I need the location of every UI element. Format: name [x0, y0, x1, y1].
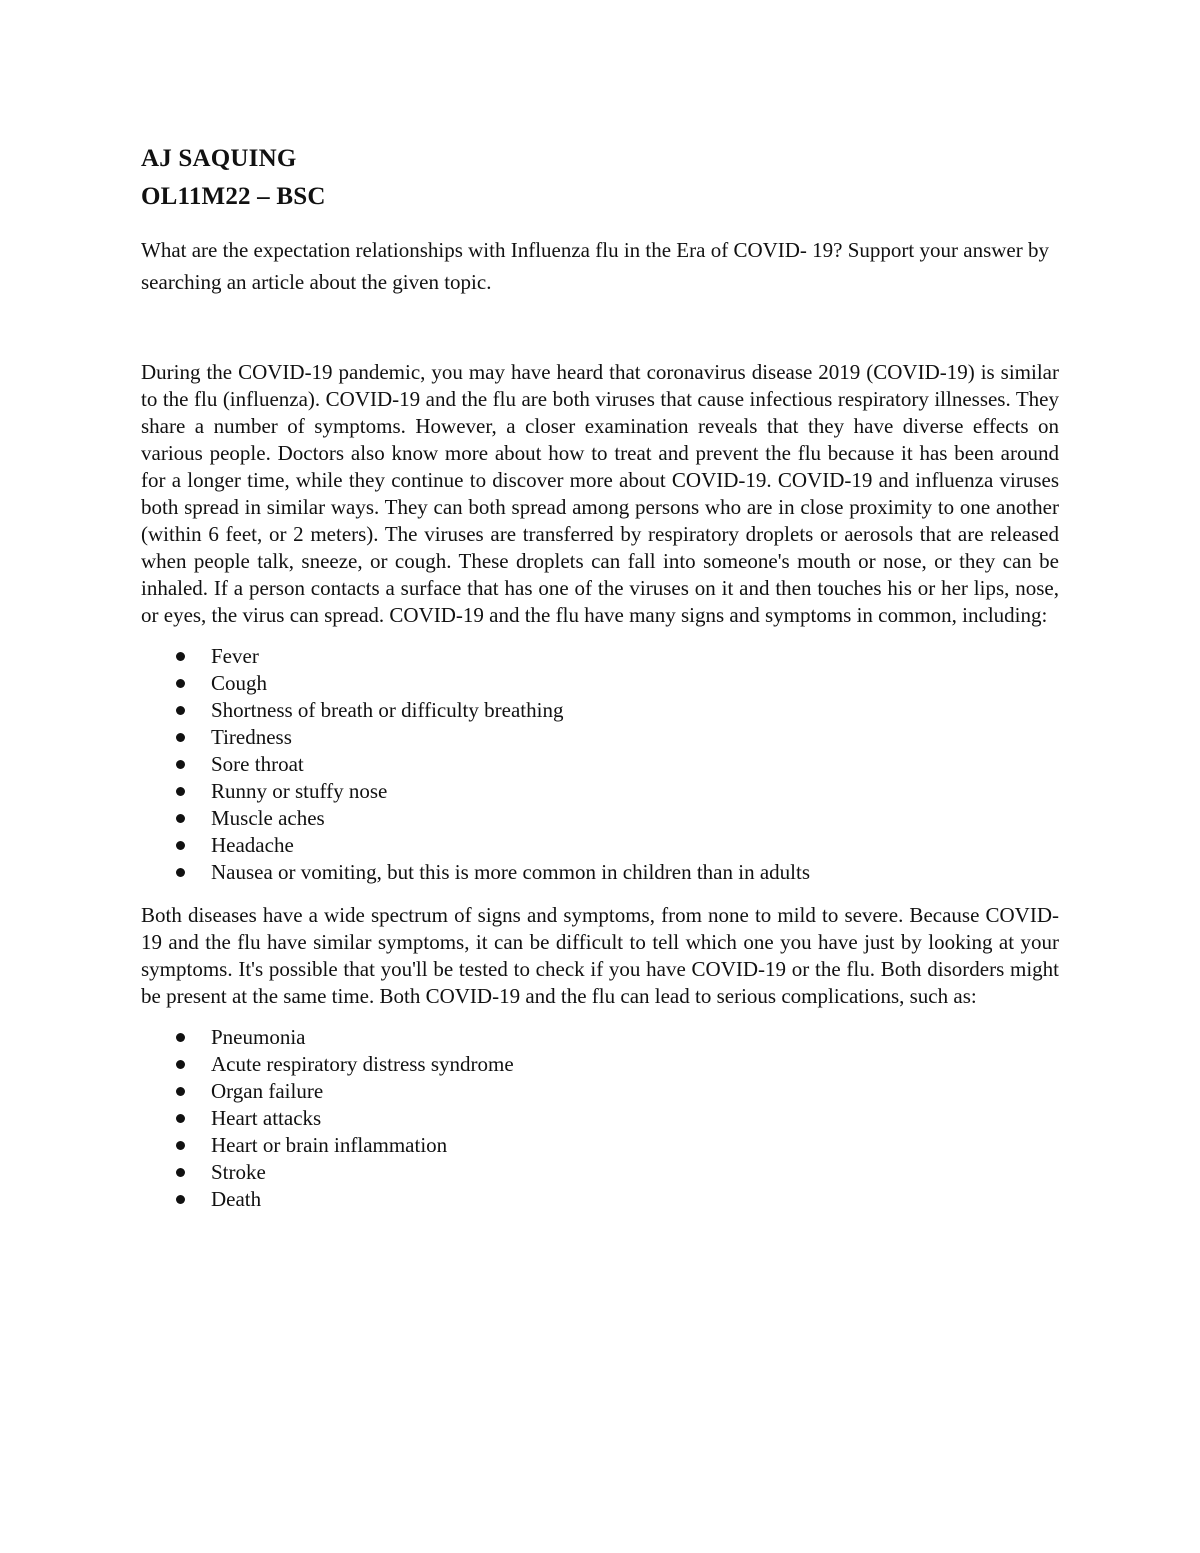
list-item-text: Cough	[211, 671, 268, 695]
bullet-icon	[176, 652, 185, 661]
list-item-text: Heart attacks	[211, 1106, 322, 1130]
list-item-text: Muscle aches	[211, 806, 325, 830]
list-item	[141, 859, 1059, 886]
symptoms-list	[141, 643, 1059, 886]
list-item	[141, 643, 1059, 670]
bullet-icon	[176, 679, 185, 688]
bullet-icon	[176, 1060, 185, 1069]
document-body	[141, 140, 1059, 1213]
course-code: OL11M22 – BSC	[141, 183, 326, 210]
bullet-icon	[176, 1168, 185, 1177]
list-item-text: Pneumonia	[211, 1025, 306, 1049]
body-paragraph-1: During the COVID-19 pandemic, you may have heard that coronavirus disease 2019 (COVID-19) is similar to the flu (influenza). COVID-19 and the flu are both viruses that cause infectious respiratory illnesses. They share a number of symptoms. However, a closer examination reveals that they have diverse effects on various people. Doctors also know more about how to treat and prevent the flu because it has been around for a longer time, while they continue to discover more about COVID-19. COVID-19 and influenza viruses both spread in similar ways. They can both spread among persons who are in close proximity to one another (within 6 feet, or 2 meters). The viruses are transferred by respiratory droplets or aerosols that are released when people talk, sneeze, or cough. These droplets can fall into someone's mouth or nose, or they can be inhaled. If a person contacts a surface that has one of the viruses on it and then touches his or her lips, nose, or eyes, the virus can spread. COVID-19 and the flu have many signs and symptoms in common, including:	[141, 360, 1059, 627]
list-item	[141, 1186, 1059, 1213]
list-item	[141, 1078, 1059, 1105]
author-name: AJ SAQUING	[141, 145, 297, 172]
list-item-text: Stroke	[211, 1160, 266, 1184]
list-item-text: Tiredness	[211, 725, 292, 749]
list-item	[141, 1159, 1059, 1186]
assignment-question: What are the expectation relationships with Influenza flu in the Era of COVID- 19? Support your answer by searching an article about the given topic.	[141, 238, 1049, 294]
bullet-icon	[176, 841, 185, 850]
list-item	[141, 1051, 1059, 1078]
list-item	[141, 1105, 1059, 1132]
list-item-text: Runny or stuffy nose	[211, 779, 388, 803]
list-item	[141, 832, 1059, 859]
bullet-icon	[176, 868, 185, 877]
list-item-text: Nausea or vomiting, but this is more common in children than in adults	[211, 860, 810, 884]
bullet-icon	[176, 1033, 185, 1042]
bullet-icon	[176, 814, 185, 823]
list-item	[141, 1132, 1059, 1159]
body-paragraph-2: Both diseases have a wide spectrum of signs and symptoms, from none to mild to severe. Because COVID-19 and the flu have similar symptoms, it can be difficult to tell which one you have just by looking at your symptoms. It's possible that you'll be tested to check if you have COVID-19 or the flu. Both disorders might be present at the same time. Both COVID-19 and the flu can lead to serious complications, such as:	[141, 903, 1059, 1008]
bullet-icon	[176, 733, 185, 742]
list-item	[141, 805, 1059, 832]
list-item	[141, 697, 1059, 724]
bullet-icon	[176, 1141, 185, 1150]
list-item-text: Organ failure	[211, 1079, 324, 1103]
list-item-text: Heart or brain inflammation	[211, 1133, 448, 1157]
complications-list	[141, 1024, 1059, 1213]
list-item-text: Shortness of breath or difficulty breathing	[211, 698, 564, 722]
list-item-text: Fever	[211, 644, 259, 668]
list-item	[141, 751, 1059, 778]
list-item	[141, 778, 1059, 805]
list-item	[141, 1024, 1059, 1051]
bullet-icon	[176, 706, 185, 715]
list-item	[141, 724, 1059, 751]
bullet-icon	[176, 1114, 185, 1123]
bullet-icon	[176, 760, 185, 769]
bullet-icon	[176, 787, 185, 796]
list-item-text: Sore throat	[211, 752, 304, 776]
bullet-icon	[176, 1087, 185, 1096]
list-item-text: Acute respiratory distress syndrome	[211, 1052, 514, 1076]
list-item	[141, 670, 1059, 697]
list-item-text: Headache	[211, 833, 294, 857]
bullet-icon	[176, 1195, 185, 1204]
list-item-text: Death	[211, 1187, 262, 1211]
